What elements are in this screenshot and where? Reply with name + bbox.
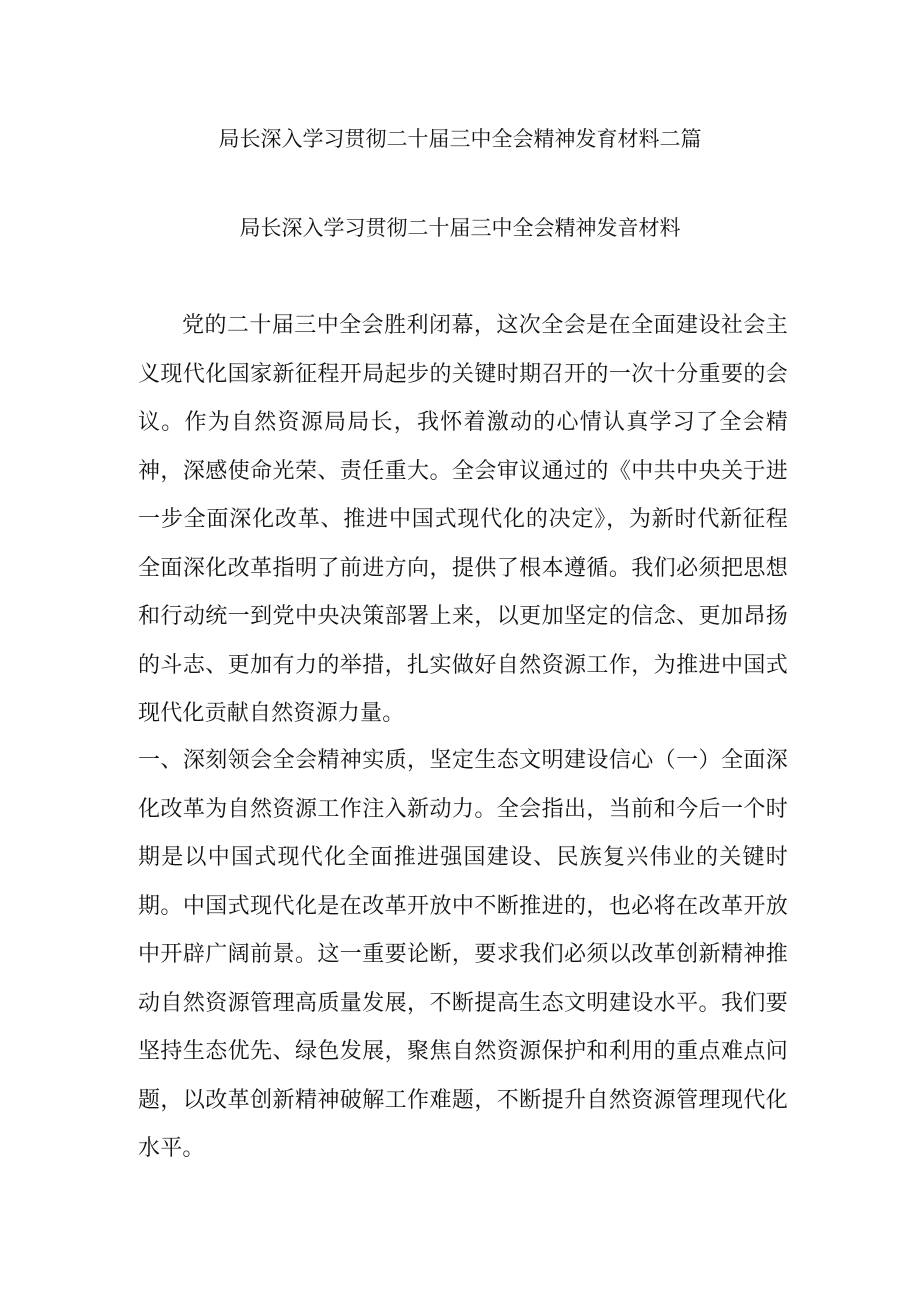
body-paragraph-intro: 党的二十届三中全会胜利闭幕，这次全会是在全面建设社会主义现代化国家新征程开局起步的关键时期召开的一次十分重要的会议。作为自然资源局局长，我怀着激动的心情认真学习了全会精神，深感使命光荣、责任重大。全会审议通过的《中共中央关于进一步全面深化改革、推进中国式现代化的决定》，为新时代新征程全面深化改革指明了前进方向，提供了根本遵循。我们必须把思想和行动统一到党中央决策部署上来，以更加坚定的信念、更加昂扬的斗志、更加有力的举措，扎实做好自然资源工作，为推进中国式现代化贡献自然资源力量。 [138, 313, 788, 726]
document-title: 局长深入学习贯彻二十届三中全会精神发育材料二篇 [218, 127, 702, 151]
body-paragraph-section-one: 一、深刻领会全会精神实质，坚定生态文明建设信心（一）全面深化改革为自然资源工作注入新动力。全会指出，当前和今后一个时期是以中国式现代化全面推进强国建设、民族复兴伟业的关键时期。中国式现代化是在改革开放中不断推进的，也必将在改革开放中开辟广阔前景。这一重要论断，要求我们必须以改革创新精神推动自然资源管理高质量发展，不断提高生态文明建设水平。我们要坚持生态优先、绿色发展，聚焦自然资源保护和利用的重点难点问题，以改革创新精神破解工作难题，不断提升自然资源管理现代化水平。 [138, 748, 788, 1161]
document-subtitle: 局长深入学习贯彻二十届三中全会精神发音材料 [239, 216, 681, 240]
